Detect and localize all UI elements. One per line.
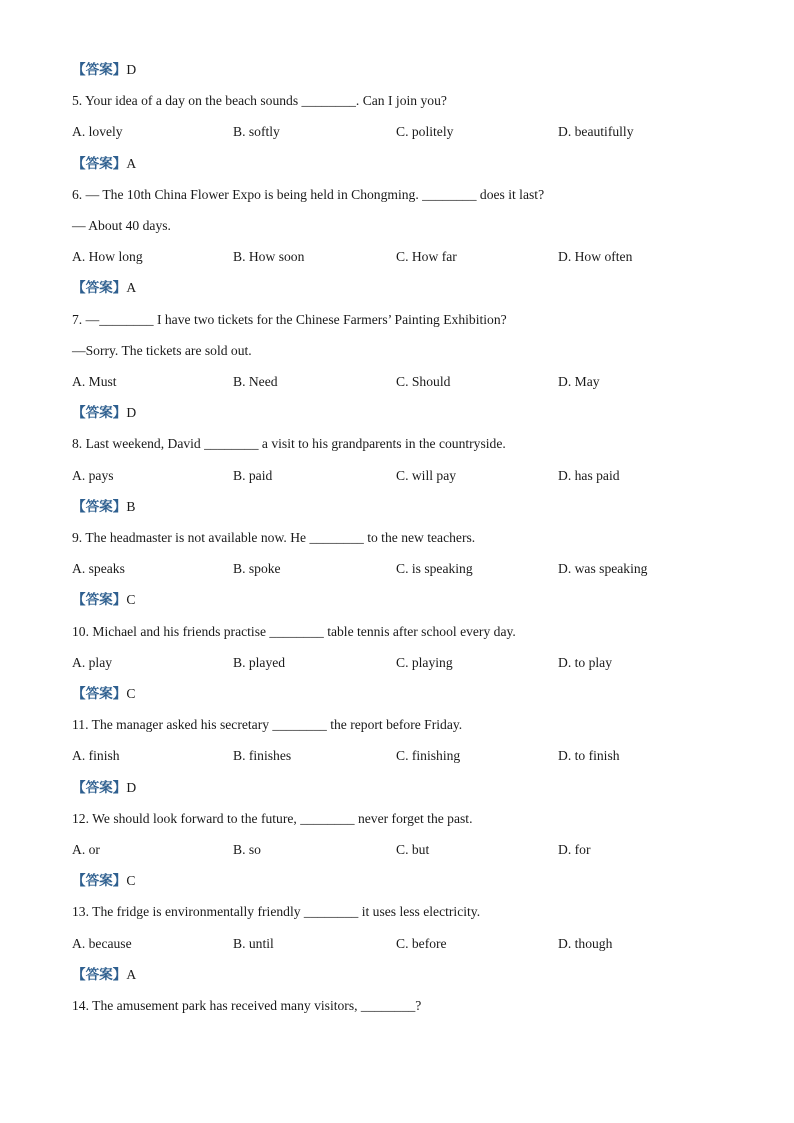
option-d: D. though bbox=[558, 935, 613, 951]
answer-line bbox=[72, 154, 136, 174]
answer-line bbox=[72, 278, 136, 298]
answer-tag: 【答案】 bbox=[72, 498, 127, 514]
option-b: B. paid bbox=[233, 467, 273, 483]
answer-line bbox=[72, 403, 136, 423]
question-text: 8. Last weekend, David ________ a visit to his grandparents in the countryside. bbox=[72, 436, 506, 452]
options-row bbox=[72, 372, 732, 392]
option-d: D. How often bbox=[558, 249, 633, 265]
option-b: B. spoke bbox=[233, 561, 281, 577]
option-a: A. because bbox=[72, 935, 132, 951]
question-text: 12. We should look forward to the future, ________ never forget the past. bbox=[72, 810, 473, 826]
answer-line bbox=[72, 684, 135, 704]
option-d: D. beautifully bbox=[558, 124, 634, 140]
option-d: D. for bbox=[558, 842, 591, 857]
option-a: A. finish bbox=[72, 748, 120, 764]
answer-tag: 【答案】 bbox=[72, 280, 127, 296]
answer-value: A bbox=[126, 155, 137, 171]
answer-tag: 【答案】 bbox=[72, 62, 127, 77]
option-d: D. to play bbox=[558, 654, 612, 670]
answer-value: A bbox=[126, 966, 137, 982]
option-d: D. to finish bbox=[558, 748, 620, 764]
option-d: D. May bbox=[558, 374, 600, 389]
question-text: 9. The headmaster is not available now. He ________ to the new teachers. bbox=[72, 530, 476, 545]
answer-value: D bbox=[126, 405, 137, 421]
answer-tag: 【答案】 bbox=[72, 966, 127, 982]
options-row bbox=[72, 247, 732, 267]
option-c: C. playing bbox=[396, 654, 453, 670]
answer-tag: 【答案】 bbox=[72, 592, 127, 608]
question-text: 10. Michael and his friends practise ________ table tennis after school every day. bbox=[72, 623, 516, 639]
option-c: C. Should bbox=[396, 374, 451, 389]
option-c: C. before bbox=[396, 935, 447, 951]
answer-line bbox=[72, 60, 136, 80]
options-row bbox=[72, 840, 732, 860]
option-b: B. played bbox=[233, 654, 286, 670]
options-row bbox=[72, 653, 732, 673]
question-text: 11. The manager asked his secretary ________ the report before Friday. bbox=[72, 717, 463, 733]
option-d: D. has paid bbox=[558, 467, 620, 483]
question-text: 13. The fridge is environmentally friendly ________ it uses less electricity. bbox=[72, 904, 481, 920]
option-a: A. How long bbox=[72, 249, 143, 265]
answer-tag: 【答案】 bbox=[72, 405, 127, 421]
options-row bbox=[72, 466, 732, 486]
option-c: C. will pay bbox=[396, 467, 457, 483]
options-row bbox=[72, 559, 732, 579]
option-b: B. How soon bbox=[233, 249, 305, 265]
option-b: B. softly bbox=[233, 124, 280, 140]
option-d: D. was speaking bbox=[558, 561, 648, 577]
answer-line bbox=[72, 497, 135, 517]
question-text: 7. —________ I have two tickets for the Chinese Farmers’ Painting Exhibition? bbox=[72, 311, 507, 327]
option-b: B. so bbox=[233, 842, 261, 857]
answer-tag: 【答案】 bbox=[72, 686, 127, 701]
option-a: A. pays bbox=[72, 467, 114, 483]
question-text: 5. Your idea of a day on the beach sounds ________. Can I join you? bbox=[72, 93, 447, 109]
option-a: A. speaks bbox=[72, 561, 125, 577]
question-text: 6. — The 10th China Flower Expo is being held in Chongming. ________ does it last? bbox=[72, 186, 545, 202]
answer-value: C bbox=[126, 873, 136, 889]
answer-value: C bbox=[126, 592, 136, 608]
option-a: A. play bbox=[72, 654, 113, 670]
answer-value: A bbox=[126, 280, 137, 296]
answer-value: C bbox=[126, 686, 136, 701]
answer-value: D bbox=[126, 62, 137, 77]
option-a: A. or bbox=[72, 842, 100, 857]
option-b: B. finishes bbox=[233, 748, 292, 764]
answer-value: B bbox=[126, 498, 136, 514]
option-c: C. politely bbox=[396, 124, 454, 140]
option-c: C. is speaking bbox=[396, 561, 473, 577]
option-b: B. Need bbox=[233, 374, 278, 389]
options-row bbox=[72, 746, 732, 766]
question-text: — About 40 days. bbox=[72, 218, 171, 233]
options-row bbox=[72, 934, 732, 954]
option-a: A. lovely bbox=[72, 124, 123, 140]
answer-tag: 【答案】 bbox=[72, 779, 127, 795]
options-row bbox=[72, 122, 732, 142]
option-a: A. Must bbox=[72, 374, 117, 389]
answer-tag: 【答案】 bbox=[72, 155, 127, 171]
answer-line bbox=[72, 590, 135, 610]
option-b: B. until bbox=[233, 935, 274, 951]
answer-line bbox=[72, 871, 135, 891]
option-c: C. but bbox=[396, 842, 430, 857]
answer-line bbox=[72, 965, 136, 985]
answer-line bbox=[72, 778, 136, 798]
question-text: —Sorry. The tickets are sold out. bbox=[72, 342, 252, 358]
answer-tag: 【答案】 bbox=[72, 873, 127, 889]
answer-value: D bbox=[126, 779, 137, 795]
option-c: C. How far bbox=[396, 249, 457, 265]
question-text: 14. The amusement park has received many visitors, ________? bbox=[72, 998, 422, 1013]
option-c: C. finishing bbox=[396, 748, 461, 764]
